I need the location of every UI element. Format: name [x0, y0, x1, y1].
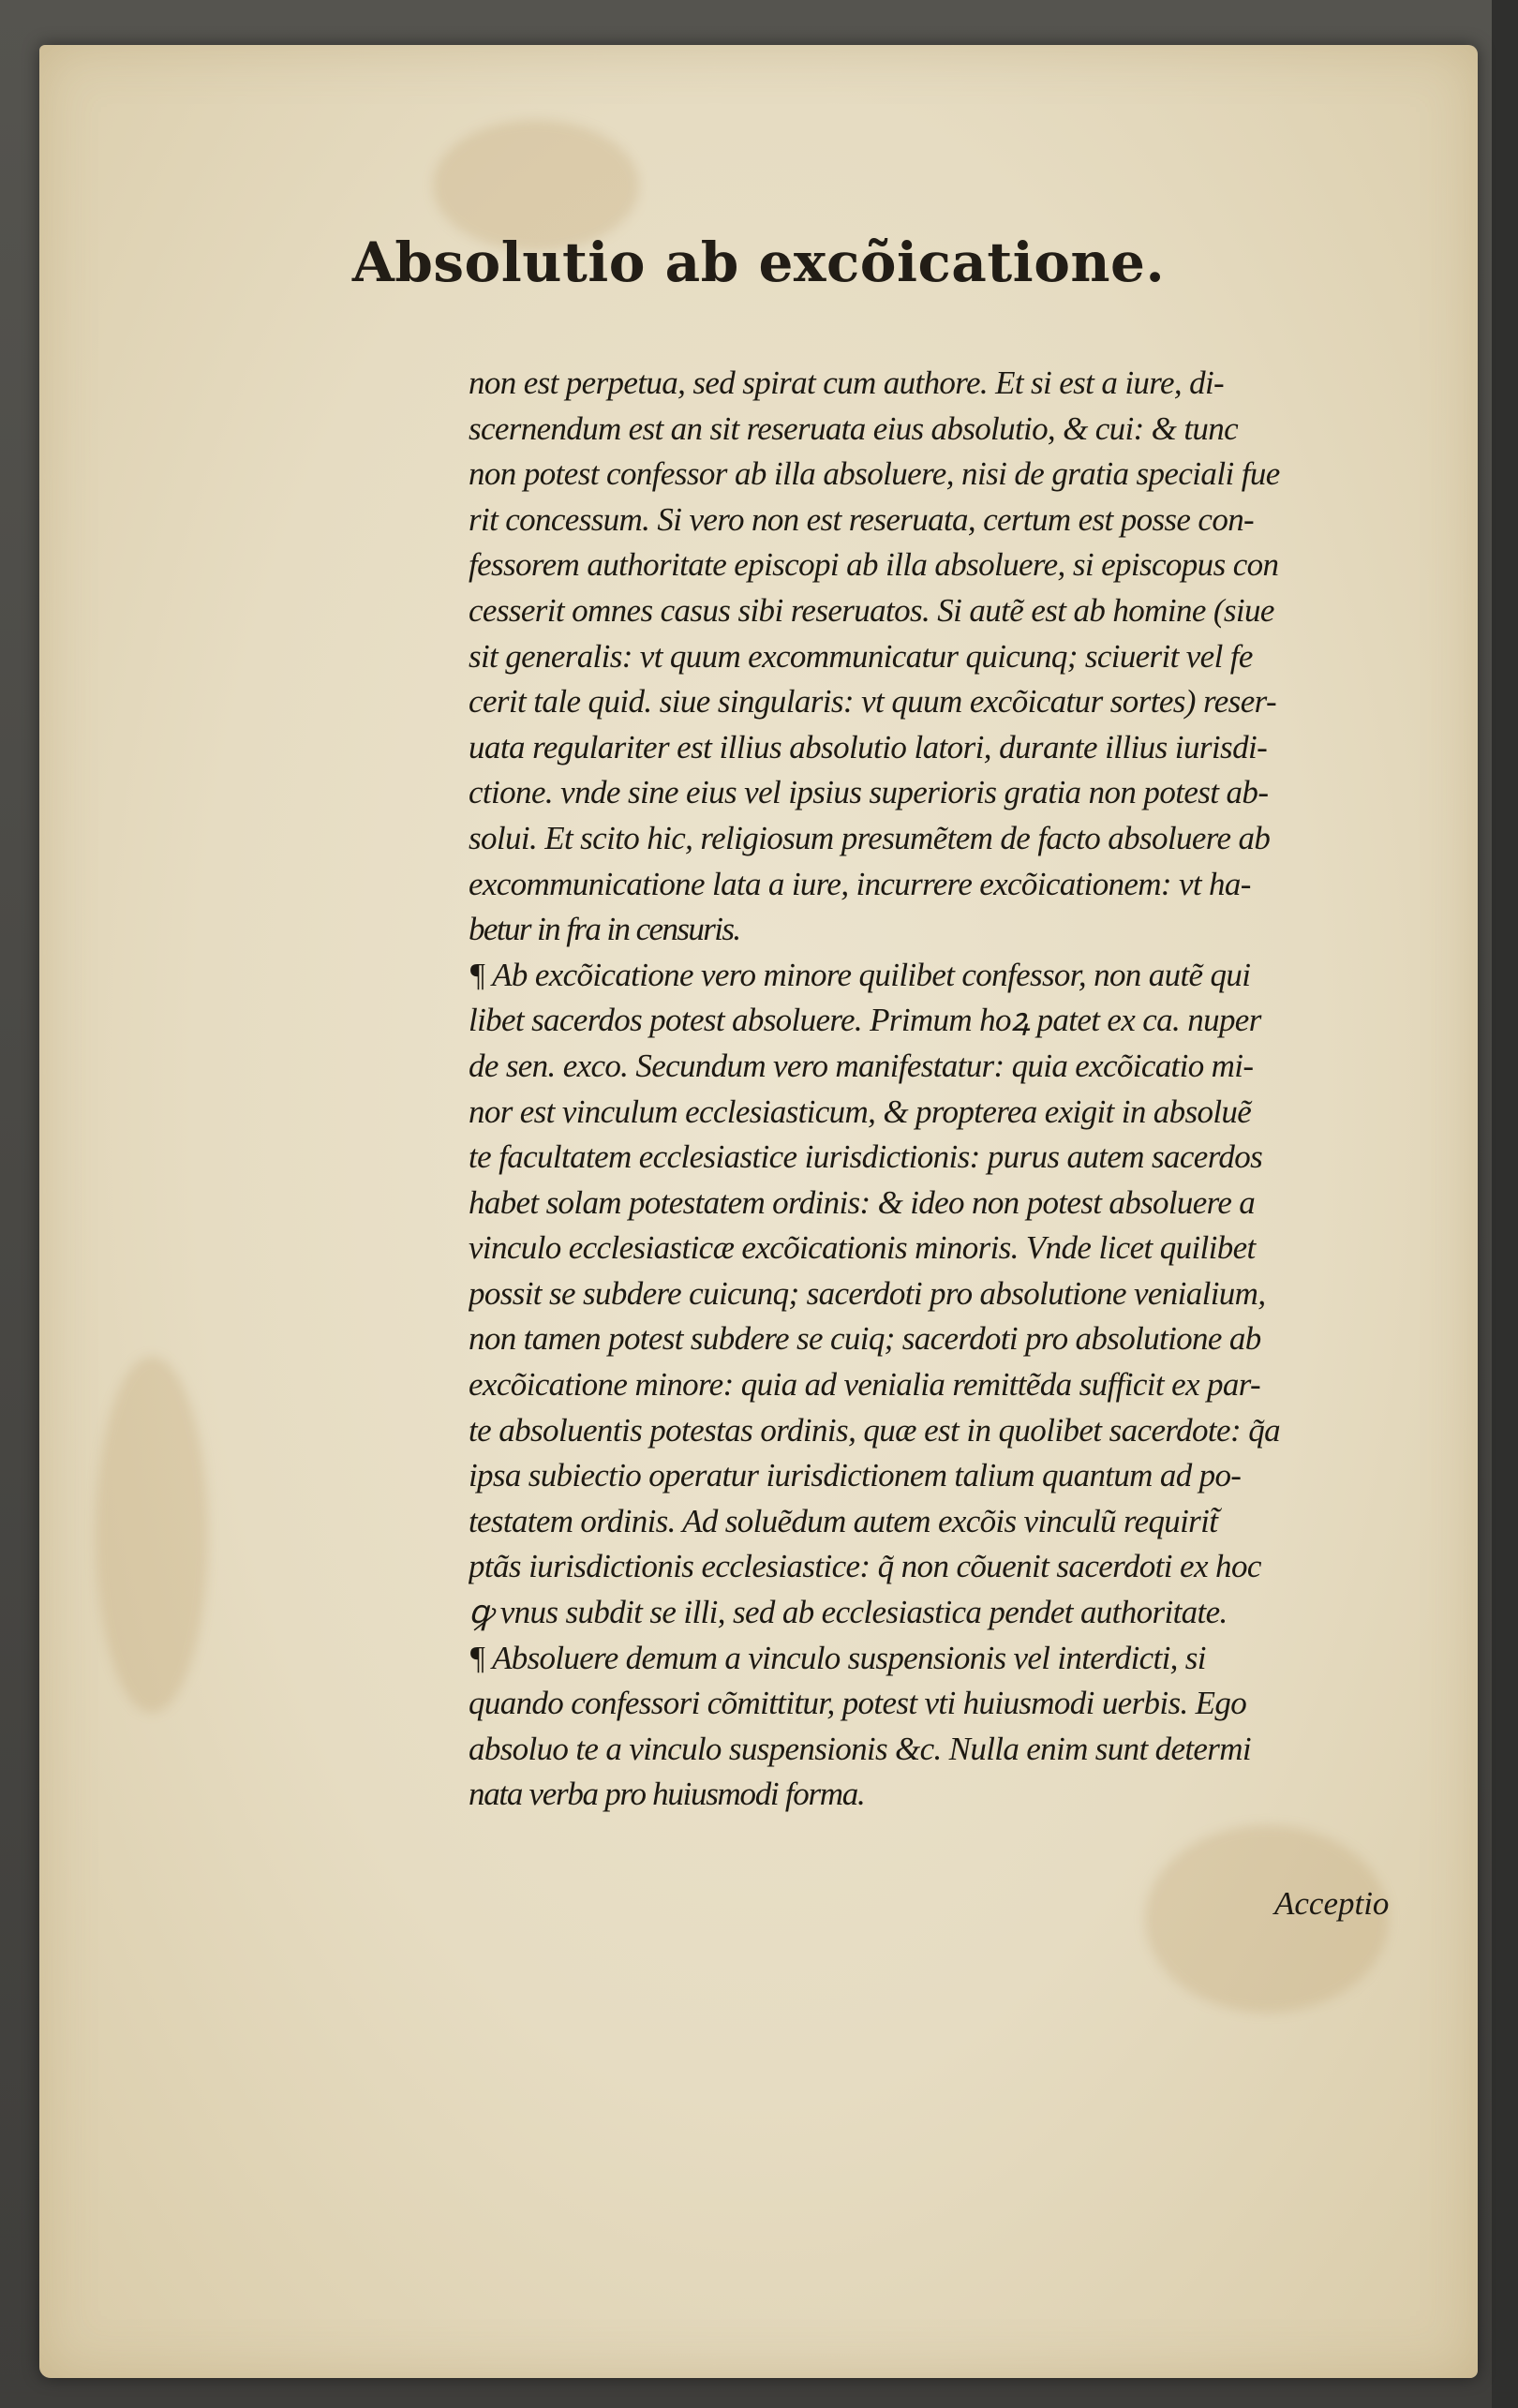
text-line: non est perpetua, sed spirat cum authore. Et si est a iure, di-	[469, 364, 1225, 401]
text-line: cerit tale quid. siue singularis: vt quum excõicatur sortes) reser-	[469, 683, 1277, 721]
body-text	[469, 361, 1478, 1818]
page-stain	[96, 1357, 208, 1713]
paragraph-start-line: ¶ Ab excõicatione vero minore quilibet confessor, non autẽ qui	[469, 956, 1251, 993]
text-line: habet solam potestatem ordinis: & ideo non potest absoluere a	[469, 1183, 1256, 1221]
text-line: ꝙ vnus subdit se illi, sed ab ecclesiastica pendet authoritate.	[469, 1594, 1228, 1631]
text-line: libet sacerdos potest absoluere. Primum hoꝝ patet ex ca. nuper	[469, 1002, 1261, 1039]
text-line: ipsa subiectio operatur iurisdictionem talium quantum ad po-	[469, 1457, 1242, 1494]
text-line: non potest confessor ab illa absoluere, nisi de gratia speciali fue	[469, 455, 1280, 493]
text-line: non tamen potest subdere se cuiq; sacerdoti pro absolutione ab	[469, 1320, 1261, 1358]
text-line: nor est vinculum ecclesiasticum, & propterea exigit in absoluẽ	[469, 1093, 1252, 1130]
text-line: nata verba pro huiusmodi forma.	[469, 1776, 865, 1813]
catchword: Acceptio	[1274, 1885, 1390, 1922]
text-line: ptãs iurisdictionis ecclesiastice: q̃ non cõuenit sacerdoti ex hoc	[469, 1548, 1261, 1585]
text-line: excõicatione minore: quia ad venialia remittẽda sufficit ex par-	[469, 1366, 1261, 1404]
text-line: scernendum est an sit reseruata eius absolutio, & cui: & tunc	[469, 409, 1238, 447]
text-line: cesserit omnes casus sibi reseruatos. Si autẽ est ab homine (siue	[469, 591, 1274, 629]
text-line: excommunicatione lata a iure, incurrere excõicationem: vt ha-	[469, 865, 1251, 902]
text-line: quando confessori cõmittitur, potest vti huiusmodi uerbis. Ego	[469, 1685, 1247, 1722]
text-line: ctione. vnde sine eius vel ipsius superioris gratia non potest ab-	[469, 774, 1269, 811]
text-line: fessorem authoritate episcopi ab illa absoluere, si episcopus con	[469, 546, 1279, 584]
text-line: te facultatem ecclesiastice iurisdictionis: purus autem sacerdos	[469, 1138, 1263, 1176]
text-line: de sen. exco. Secundum vero manifestatur: quia excõicatio mi-	[469, 1047, 1254, 1084]
text-line: rit concessum. Si vero non est reseruata, certum est posse con-	[469, 500, 1255, 538]
text-line: solui. Et scito hic, religiosum presumẽtem de facto absoluere ab	[469, 819, 1271, 856]
text-line: absoluo te a vinculo suspensionis &c. Nulla enim sunt determi	[469, 1730, 1251, 1767]
text-line: possit se subdere cuicunq; sacerdoti pro absolutione venialium,	[469, 1274, 1266, 1312]
text-line: te absoluentis potestas ordinis, quæ est in quolibet sacerdote: q̃a	[469, 1411, 1281, 1449]
scan-edge-strip	[1492, 0, 1518, 2408]
text-line: uata regulariter est illius absolutio latori, durante illius iurisdi-	[469, 728, 1268, 766]
text-line: testatem ordinis. Ad soluẽdum autem excõis vinculũ requirit̃	[469, 1502, 1218, 1539]
text-line: vinculo ecclesiasticæ excõicationis minoris. Vnde licet quilibet	[469, 1229, 1256, 1267]
running-heading: Absolutio ab excõicatione.	[351, 230, 1166, 294]
paragraph-start-line: ¶ Absoluere demum a vinculo suspensionis vel interdicti, si	[469, 1639, 1206, 1676]
book-page	[39, 45, 1478, 2378]
text-line: sit generalis: vt quum excommunicatur quicunq; sciuerit vel fe	[469, 637, 1253, 675]
text-line: betur in fra in censuris.	[469, 911, 740, 948]
